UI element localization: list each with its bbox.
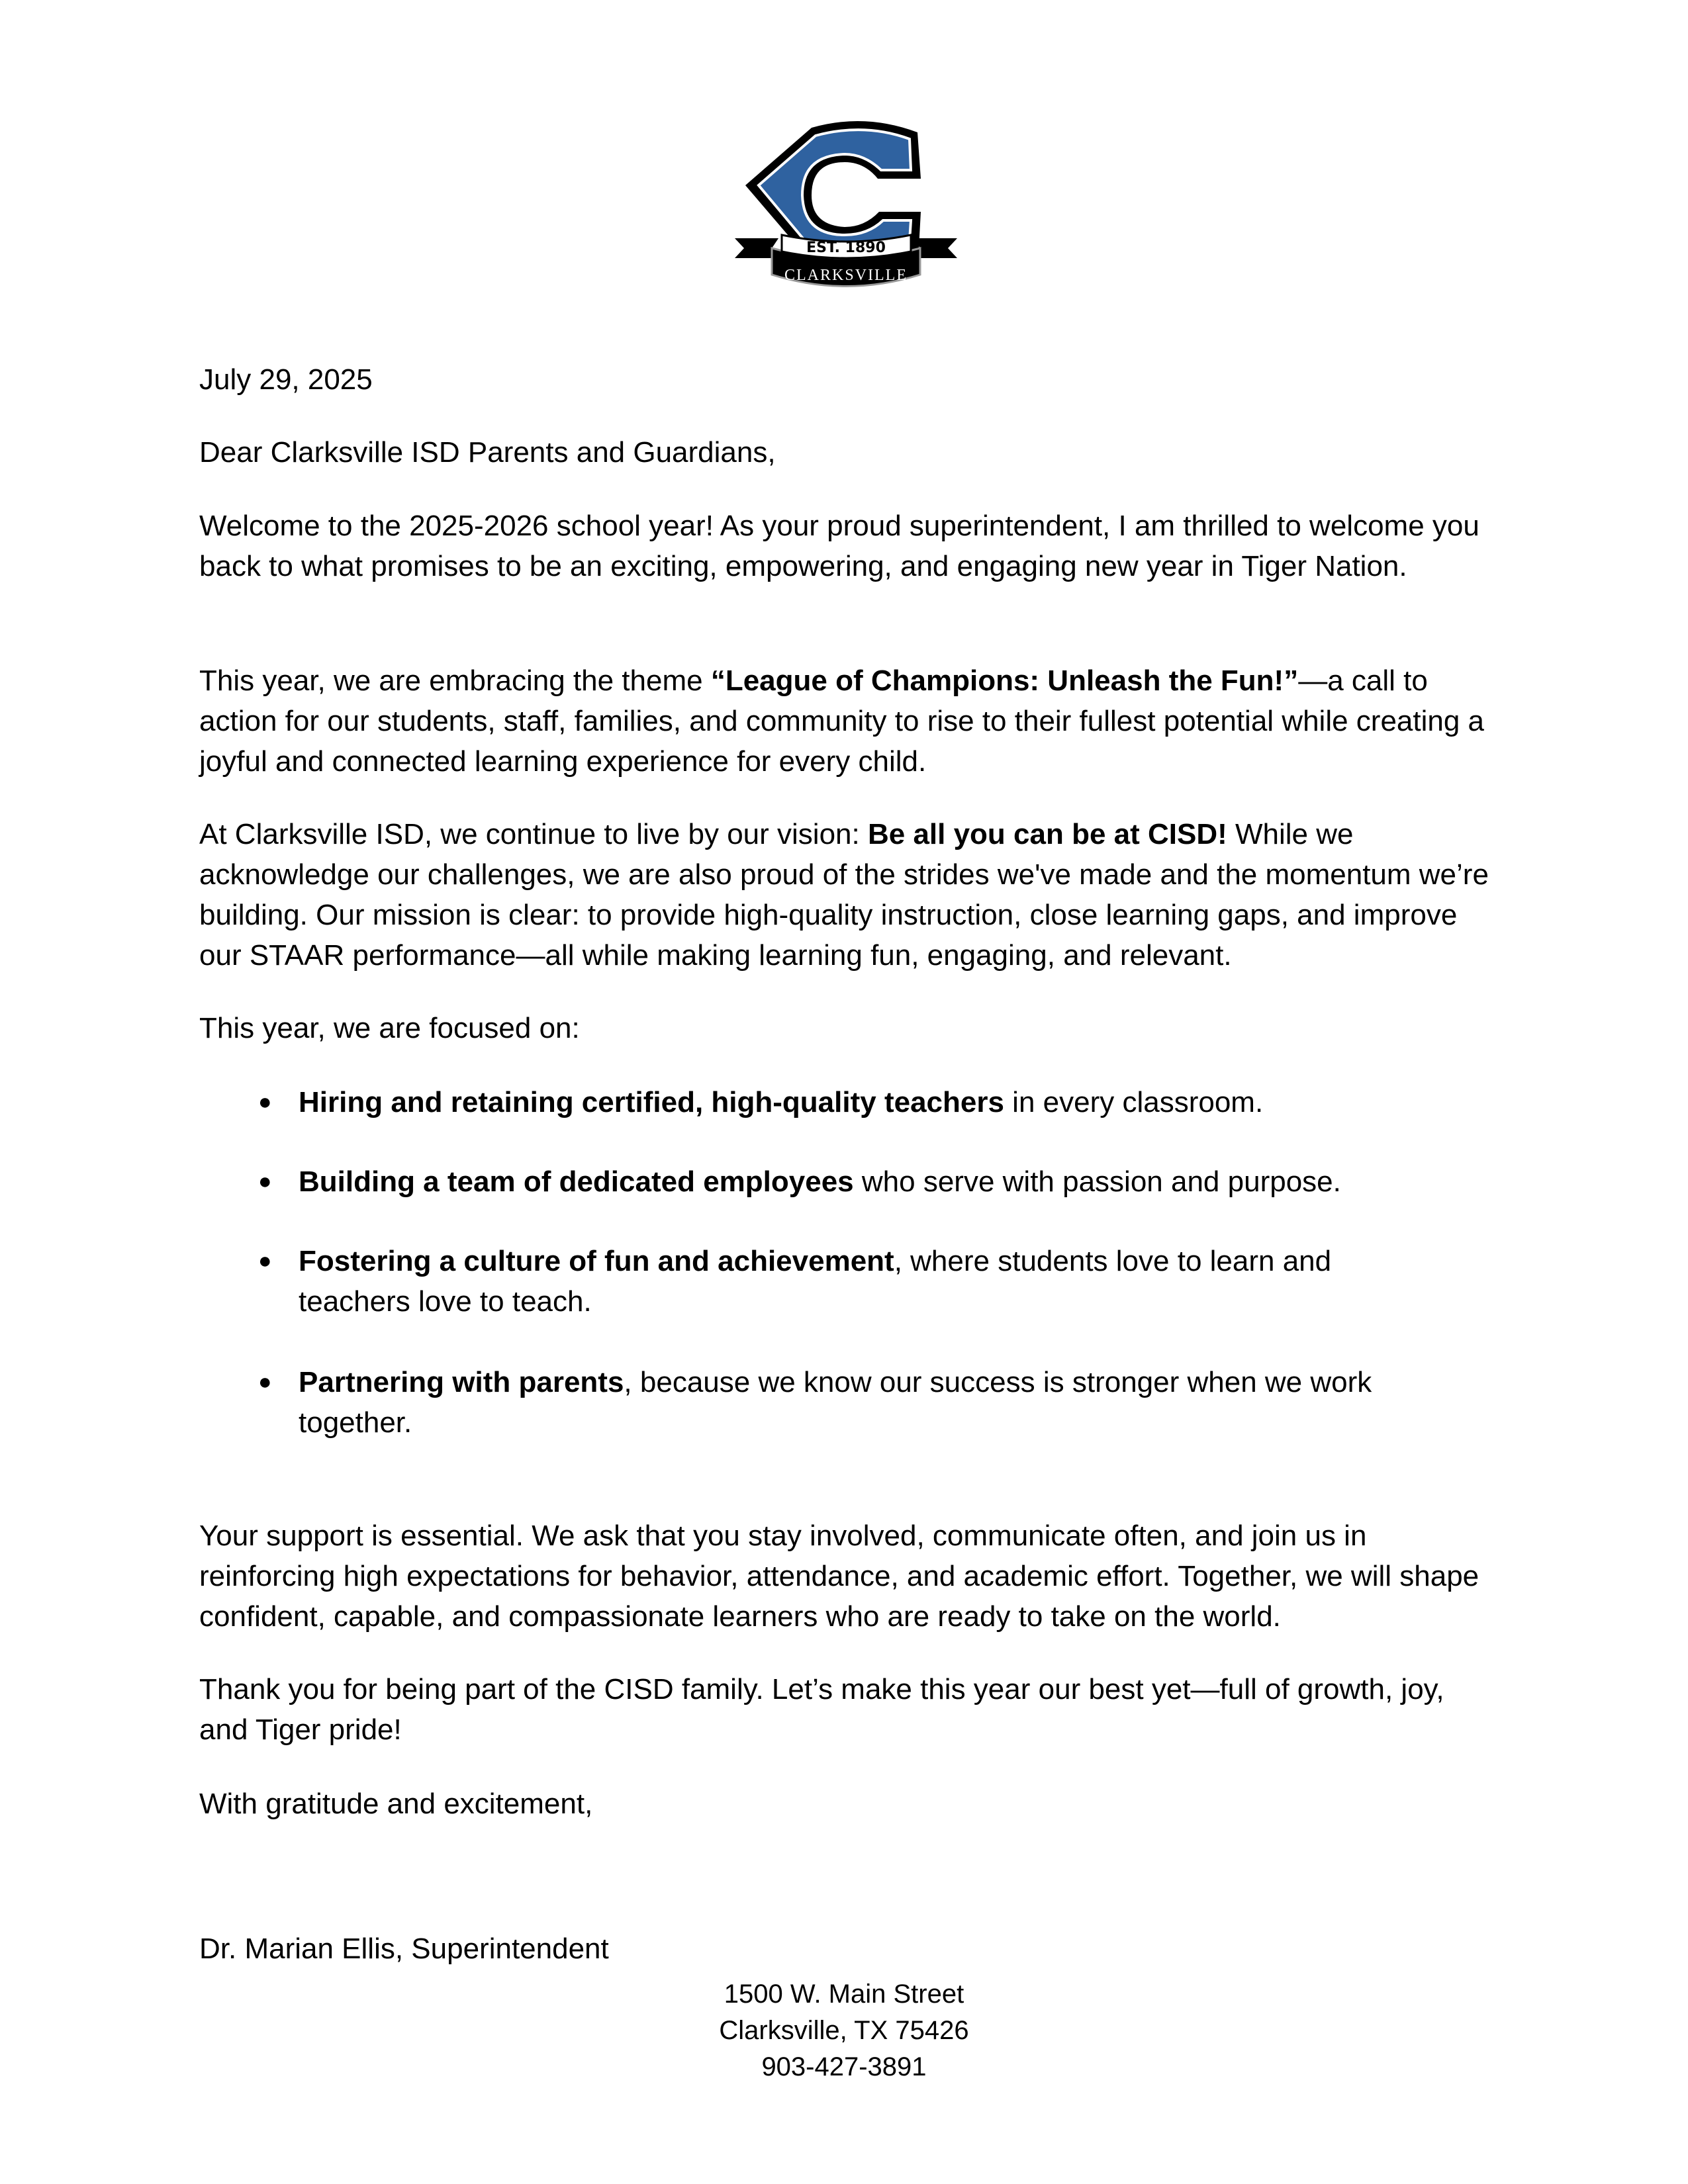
item-rest: who serve with passion and purpose. <box>853 1165 1341 1198</box>
paragraph-theme <box>199 660 1497 782</box>
paragraph-welcome: Welcome to the 2025-2026 school year! As your proud superintendent, I am thrilled to welcome you back to what promises to be an exciting, empowering, and engaging new year in Tiger Nation. <box>199 510 1479 582</box>
bullet-icon: ● <box>258 1169 272 1194</box>
bullet-icon: ● <box>258 1089 272 1115</box>
svg-text:EST. 1890: EST. 1890 <box>806 240 886 256</box>
item-rest: , where students love to learn and teachers love to teach. <box>299 1245 1332 1318</box>
focus-intro: This year, we are focused on: <box>199 1012 580 1044</box>
vision-post: While we acknowledge our challenges, we are also proud of the strides we've made and the momentum we’re building. Our mission is clear: to provide high-quality instruction, close learning gaps, and improve our STAAR performance—all while making learning fun, engaging, and relevant. <box>199 818 1489 972</box>
vision-statement: Be all you can be at CISD! <box>867 818 1227 850</box>
vision-pre: At Clarksville ISD, we continue to live by our vision: <box>199 818 868 850</box>
letter-date: July 29, 2025 <box>199 363 373 396</box>
svg-text:CLARKSVILLE: CLARKSVILLE <box>784 267 908 284</box>
bullet-icon: ● <box>258 1369 272 1394</box>
paragraph-thanks: Thank you for being part of the CISD family. Let’s make this year our best yet—full of growth, joy, and Tiger pride! <box>199 1673 1444 1746</box>
item-bold: Partnering with parents <box>299 1366 624 1398</box>
clarksville-logo <box>732 116 960 302</box>
signature: Dr. Marian Ellis, Superintendent <box>199 1933 609 1965</box>
paragraph-vision <box>199 814 1497 976</box>
theme-post: —a call to action for our students, staff, families, and community to rise to their fullest potential while creating a joyful and connected learning experience for every child. <box>199 664 1485 778</box>
item-rest: , because we know our success is stronger when we work together. <box>299 1366 1372 1439</box>
closing: With gratitude and excitement, <box>199 1788 593 1820</box>
address-phone: 903-427-3891 <box>761 2052 927 2081</box>
theme-title: “League of Champions: Unleash the Fun!” <box>710 664 1299 697</box>
salutation: Dear Clarksville ISD Parents and Guardians, <box>199 436 776 469</box>
paragraph-support: Your support is essential. We ask that you stay involved, communicate often, and join us in reinforcing high expectations for behavior, attendance, and academic effort. Together, we will shape confident, capable, and compassionate learners who are ready to take on the world. <box>199 1520 1479 1633</box>
item-bold: Building a team of dedicated employees <box>299 1165 854 1198</box>
bullet-icon: ● <box>258 1248 272 1273</box>
address-city: Clarksville, TX 75426 <box>719 2016 969 2045</box>
theme-pre: This year, we are embracing the theme <box>199 664 711 697</box>
item-rest: in every classroom. <box>1004 1086 1264 1118</box>
address-street: 1500 W. Main Street <box>724 1979 964 2009</box>
item-bold: Hiring and retaining certified, high-quality teachers <box>299 1086 1004 1118</box>
item-bold: Fostering a culture of fun and achievement <box>299 1245 894 1277</box>
